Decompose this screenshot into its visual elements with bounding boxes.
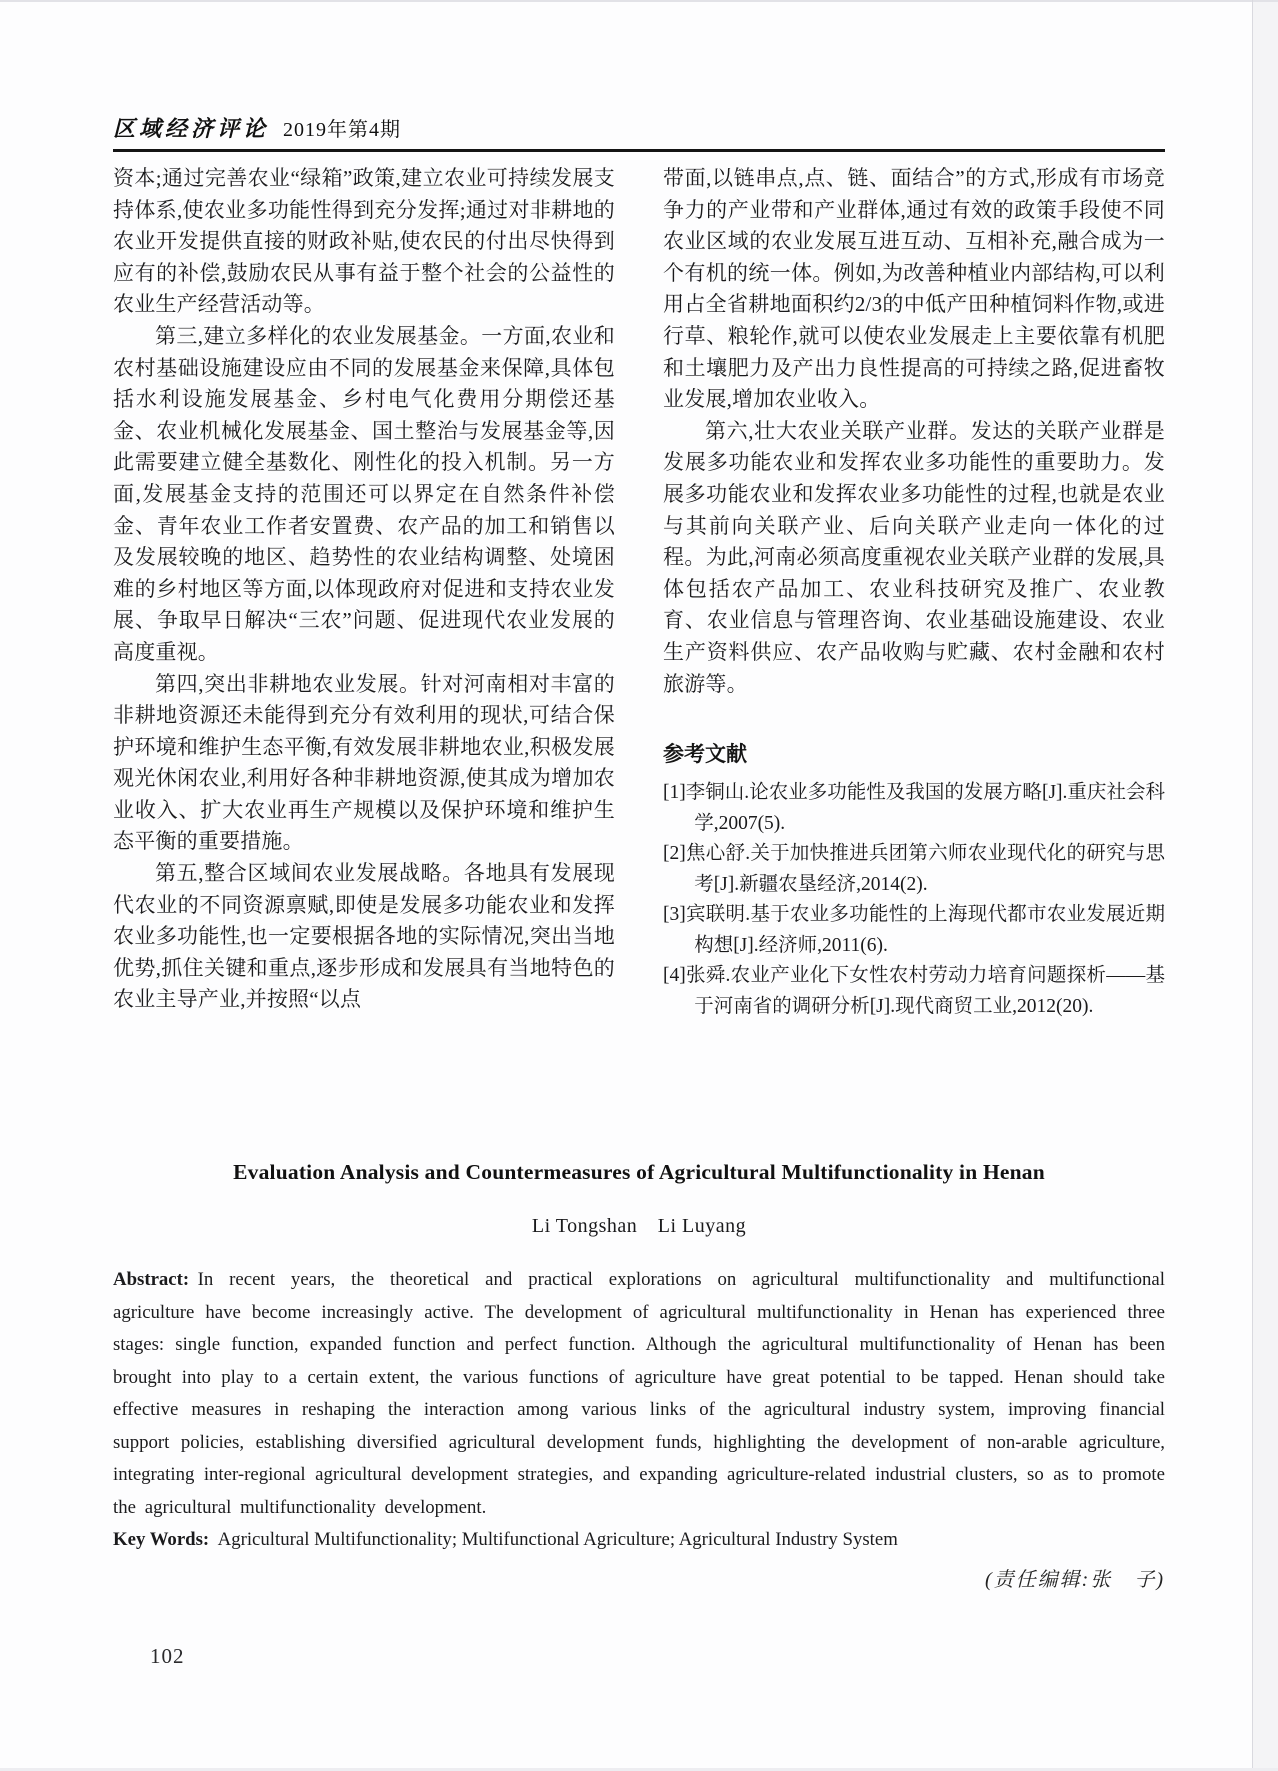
keywords-label: Key Words: — [113, 1529, 210, 1550]
scan-edge-top — [0, 0, 1278, 2]
left-column — [113, 163, 615, 1022]
scan-edge-right — [1252, 0, 1253, 1771]
right-column — [663, 163, 1165, 1022]
reference-item: [2]焦心舒.关于加快推进兵团第六师农业现代化的研究与思考[J].新疆农垦经济,2014(2). — [663, 843, 1165, 895]
editor-note: (责任编辑:张 子) — [985, 1568, 1165, 1591]
reference-item: [4]张舜.农业产业化下女性农村劳动力培育问题探析——基于河南省的调研分析[J].现代商贸工业,2012(20). — [663, 965, 1165, 1017]
article-body — [113, 163, 1165, 1022]
body-paragraph: 第五,整合区域间农业发展战略。各地具有发展现代农业的不同资源禀赋,即使是发展多功能农业和发挥农业多功能性,也一定要根据各地的实际情况,突出当地优势,抓住关键和重点,逐步形成和发展具有当地特色的农业主导产业,并按照“以点 — [113, 861, 615, 1012]
issue-label: 2019年第4期 — [283, 119, 402, 141]
journal-name: 区域经济评论 — [113, 116, 270, 141]
body-paragraph: 第四,突出非耕地农业发展。针对河南相对丰富的非耕地资源还未能得到充分有效利用的现状,可结合保护环境和维护生态平衡,有效发展非耕地农业,积极发展观光休闲农业,利用好各种非耕地资源,使其成为增加农业收入、扩大农业再生产规模以及保护环境和维护生态平衡的重要措施。 — [113, 671, 615, 854]
authors: Li Tongshan Li Luyang — [531, 1215, 747, 1237]
page-number: 102 — [150, 1644, 185, 1668]
body-paragraph: 第三,建立多样化的农业发展基金。一方面,农业和农村基础设施建设应由不同的发展基金来保障,具体包括水利设施发展基金、乡村电气化费用分期偿还基金、农业机械化发展基金、国土整治与发展基金等,因此需要建立健全基数化、刚性化的投入机制。另一方面,发展基金支持的范围还可以界定在自然条件补偿金、青年农业工作者安置费、农产品的加工和销售以及发展较晚的地区、趋势性的农业结构调整、处境困难的乡村地区等方面,以体现政府对促进和支持农业发展、争取早日解决“三农”问题、促进现代农业发展的高度重视。 — [113, 323, 615, 664]
header-rule — [113, 149, 1165, 152]
body-paragraph: 资本;通过完善农业“绿箱”政策,建立农业可持续发展支持体系,使农业多功能性得到充分发挥;通过对非耕地的农业开发提供直接的财政补贴,使农民的付出尽快得到应有的补偿,鼓励农民从事有益于整个社会的公益性的农业生产经营活动等。 — [113, 166, 615, 317]
keywords-text: Agricultural Multifunctionality; Multifunctional Agriculture; Agricultural Industry System — [217, 1529, 898, 1550]
scan-edge-strip — [1253, 0, 1278, 1771]
references-heading: 参考文献 — [663, 743, 747, 767]
reference-item: [3]宾联明.基于农业多功能性的上海现代都市农业发展近期构想[J].经济师,2011(6). — [663, 904, 1165, 956]
keywords — [113, 1524, 1165, 1557]
abstract-text: In recent years, the theoretical and practical explorations on agricultural multifunctionality and multifunctional agriculture have become increasingly active. The development of agricultural multifunctionality in Henan has experienced three stages: single function, expanded function and perfect function. Although the agricultural multifunctionality of Henan has been brought into play to a certain extent, the various functions of agriculture have great potential to be tapped. Henan should take effective measures in reshaping the interaction among various links of the agricultural industry system, improving financial support policies, establishing diversified agricultural development funds, highlighting the development of non-arable agriculture, integrating inter-regional agricultural development strategies, and expanding agriculture-related industrial clusters, so as to promote the agricultural multifunctionality development. — [113, 1269, 1165, 1518]
body-paragraph: 第六,壮大农业关联产业群。发达的关联产业群是发展多功能农业和发挥农业多功能性的重要助力。发展多功能农业和发挥农业多功能性的过程,也就是农业与其前向关联产业、后向关联产业走向一体化的过程。为此,河南必须高度重视农业关联产业群的发展,具体包括农产品加工、农业科技研究及推广、农业教育、农业信息与管理咨询、农业基础设施建设、农业生产资料供应、农产品收购与贮藏、农村金融和农村旅游等。 — [663, 418, 1165, 696]
english-title: Evaluation Analysis and Countermeasures of Agricultural Multifunctionality in Henan — [233, 1160, 1045, 1184]
reference-item: [1]李铜山.论农业多功能性及我国的发展方略[J].重庆社会科学,2007(5). — [663, 782, 1165, 834]
body-paragraph: 带面,以链串点,点、链、面结合”的方式,形成有市场竞争力的产业带和产业群体,通过有效的政策手段使不同农业区域的农业发展互进互动、互相补充,融合成为一个有机的统一体。例如,为改善种植业内部结构,可以利用占全省耕地面积约2/3的中低产田种植饲料作物,或进行草、粮轮作,就可以使农业发展走上主要依靠有机肥和土壤肥力及产出力良性提高的可持续之路,促进畜牧业发展,增加农业收入。 — [663, 166, 1165, 412]
abstract — [113, 1264, 1165, 1524]
abstract-label: Abstract: — [113, 1269, 190, 1290]
english-section — [113, 1160, 1165, 1592]
page-header — [113, 112, 1165, 143]
